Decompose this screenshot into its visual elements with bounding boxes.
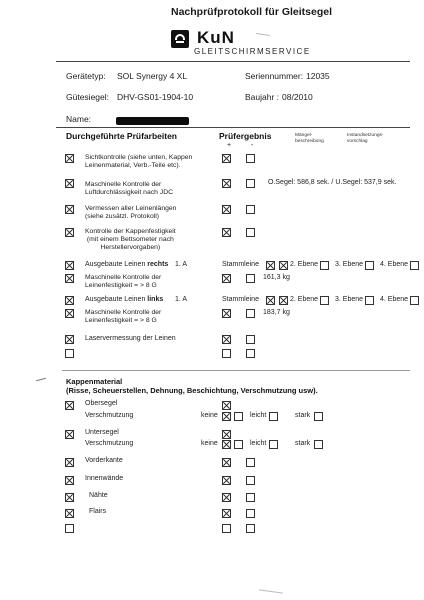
rechts-stammleine-label: Stammleine [222,261,259,268]
links-ebene2-checkbox[interactable] [279,296,288,305]
section-rule [56,127,410,128]
naehte-label: Nähte [89,492,108,499]
untersegel-verschmutzung-label: Verschmutzung [85,440,134,447]
scan-mark-left [36,378,46,382]
untersegel-leicht-minus[interactable] [234,440,243,449]
luft-label: Maschinelle Kontrolle der Luftdurchlässigkeit nach JDC [85,181,174,196]
vorderkante-plus-checkbox[interactable] [222,458,231,467]
untersegel-stark-checkbox[interactable] [314,440,323,449]
flairs-label: Flairs [89,508,107,515]
obersegel-leicht-checkbox[interactable] [269,412,278,421]
untersegel-keine-checkbox[interactable] [222,440,231,449]
flairs-checkbox[interactable] [65,509,74,518]
links-stammleine-label: Stammleine [222,296,259,303]
rechts-ebene3-label: 3. Ebene [335,261,364,268]
logo-icon [171,30,189,48]
obersegel-label: Obersegel [85,400,118,407]
links-suffix: 1. A [175,296,188,303]
flairs-minus-checkbox[interactable] [246,509,255,518]
laser-minus-checkbox[interactable] [246,335,255,344]
guetesiegel-label: Gütesiegel: [66,92,109,102]
links-ebene2-label: 2. Ebene [290,296,319,303]
festigkeit-plus-checkbox[interactable] [222,228,231,237]
baujahr-value: 08/2010 [282,92,313,102]
obersegel-stark-label: stark [295,412,311,419]
innenwaende-checkbox[interactable] [65,476,74,485]
innenwaende-plus-checkbox[interactable] [222,476,231,485]
sicht-plus-checkbox[interactable] [222,154,231,163]
obersegel-stark-checkbox[interactable] [314,412,323,421]
vorderkante-label: Vorderkante [85,457,123,464]
rechts-ebene3-box[interactable] [365,261,374,270]
links-ebene4-box[interactable] [410,296,419,305]
scan-mark-bottom [259,589,283,593]
empty-kappen-plus-checkbox[interactable] [222,524,231,533]
links-ebene3-box[interactable] [365,296,374,305]
links-kg: 183,7 kg [263,309,290,316]
guetesiegel-value: DHV-GS01-1904-10 [117,92,194,102]
laser-label: Laservermessung der Leinen [85,335,176,342]
rechts-ebene2-checkbox[interactable] [279,261,288,270]
links-maschinell-minus[interactable] [246,309,255,318]
luft-row-checkbox[interactable] [65,179,74,188]
links-stammleine-checkbox[interactable] [266,296,275,305]
kappen-subtitle: (Risse, Scheuerstellen, Dehnung, Beschichtung, Verschmutzung usw). [66,386,318,395]
logo-subtitle: GLEITSCHIRMSERVICE [194,47,311,56]
empty-kappen-checkbox[interactable] [65,524,74,533]
obersegel-leicht-label: leicht [250,412,267,419]
luft-minus-checkbox[interactable] [246,179,255,188]
name-label: Name: [66,114,92,124]
rechts-maschinell-minus[interactable] [246,274,255,283]
sicht-minus-checkbox[interactable] [246,154,255,163]
flairs-plus-checkbox[interactable] [222,509,231,518]
empty-plus-checkbox[interactable] [222,349,231,358]
logo-text: KuN [197,28,235,47]
innenwaende-label: Innenwände [85,475,124,482]
links-row-checkbox[interactable] [65,296,74,305]
obersegel-keine-checkbox[interactable] [222,412,231,421]
rechts-suffix: 1. A [175,261,188,268]
seriennummer-label: Seriennummer: [245,71,304,81]
links-ebene4-label: 4. Ebene [380,296,409,303]
rechts-ebene4-box[interactable] [410,261,419,270]
vermessen-plus-checkbox[interactable] [222,205,231,214]
untersegel-leicht-label: leicht [250,440,267,447]
scan-mark [256,33,270,36]
obersegel-checkbox[interactable] [65,401,74,410]
vermessen-label: Vermessen aller Leinenlängen (siehe zusätzl. Protokoll) [85,205,177,220]
rechts-kg: 161,3 kg [263,274,290,281]
obersegel-leicht-minus[interactable] [234,412,243,421]
column-pruefergebnis: Prüfergebnis [219,131,272,141]
rechts-ebene2-label: 2. Ebene [290,261,319,268]
luft-plus-checkbox[interactable] [222,179,231,188]
links-label: Ausgebaute Leinen links [85,296,164,303]
festigkeit-minus-checkbox[interactable] [246,228,255,237]
redacted-name [116,117,189,125]
column-minus: - [251,142,254,149]
untersegel-leicht-checkbox[interactable] [269,440,278,449]
naehte-checkbox[interactable] [65,493,74,502]
geraetetyp-label: Gerätetyp: [66,71,106,81]
untersegel-label: Untersegel [85,429,119,436]
untersegel-keine-label: keine [201,440,218,447]
innenwaende-minus-checkbox[interactable] [246,476,255,485]
links-maschinell-label: Maschinelle Kontrolle der Leinenfestigkeit = > 8 G [85,309,162,324]
rechts-ebene4-label: 4. Ebene [380,261,409,268]
links-maschinell-checkbox[interactable] [65,309,74,318]
column-plus: + [227,142,232,149]
obersegel-keine-label: keine [201,412,218,419]
festigkeit-label: Kontrolle der Kappenfestigkeit (mit einem Bettsometer nach Herstellervorgaben) [85,228,176,251]
empty-minus-checkbox[interactable] [246,349,255,358]
links-maschinell-plus[interactable] [222,309,231,318]
rechts-label: Ausgebaute Leinen rechts [85,261,169,268]
vermessen-minus-checkbox[interactable] [246,205,255,214]
empty-row-checkbox[interactable] [65,349,74,358]
column-pruefarbeiten: Durchgeführte Prüfarbeiten [66,131,177,141]
obersegel-plus-checkbox[interactable] [222,401,231,410]
empty-kappen-minus-checkbox[interactable] [246,524,255,533]
naehte-plus-checkbox[interactable] [222,493,231,502]
column-instandsetzung: Instandsetzungs- vorschlag [347,133,384,144]
rechts-ebene2-box[interactable] [320,261,329,270]
geraetetyp-value: SOL Synergy 4 XL [117,71,188,81]
rechts-row-checkbox[interactable] [65,261,74,270]
vermessen-row-checkbox[interactable] [65,205,74,214]
rechts-maschinell-plus[interactable] [222,274,231,283]
header-rule [56,61,410,62]
luft-result: O.Segel: 586,8 sek. / U.Segel: 537,9 sek. [268,179,397,186]
links-ebene3-label: 3. Ebene [335,296,364,303]
baujahr-label: Baujahr : [245,92,280,102]
untersegel-plus-checkbox[interactable] [222,430,231,439]
laser-row-checkbox[interactable] [65,335,74,344]
sicht-label: Sichtkontrolle (siehe unten, Kappen Leinenmaterial, Verb.-Teile etc). [85,154,193,169]
vorderkante-minus-checkbox[interactable] [246,458,255,467]
festigkeit-row-checkbox[interactable] [65,228,74,237]
rechts-maschinell-label: Maschinelle Kontrolle der Leinenfestigkeit = > 8 G [85,274,162,289]
seriennummer-value: 12035 [306,71,330,81]
rechts-stammleine-checkbox[interactable] [266,261,275,270]
sicht-row-checkbox[interactable] [65,154,74,163]
laser-plus-checkbox[interactable] [222,335,231,344]
naehte-minus-checkbox[interactable] [246,493,255,502]
page-title: Nachprüfprotokoll für Gleitsegel [171,6,333,18]
untersegel-stark-label: stark [295,440,311,447]
rechts-maschinell-checkbox[interactable] [65,274,74,283]
kappen-title: Kappenmaterial [66,377,123,386]
obersegel-verschmutzung-label: Verschmutzung [85,412,134,419]
kappen-rule [62,370,410,371]
column-maengel: Mängel- beschreibung [295,133,324,144]
vorderkante-checkbox[interactable] [65,458,74,467]
untersegel-checkbox[interactable] [65,430,74,439]
links-ebene2-box[interactable] [320,296,329,305]
